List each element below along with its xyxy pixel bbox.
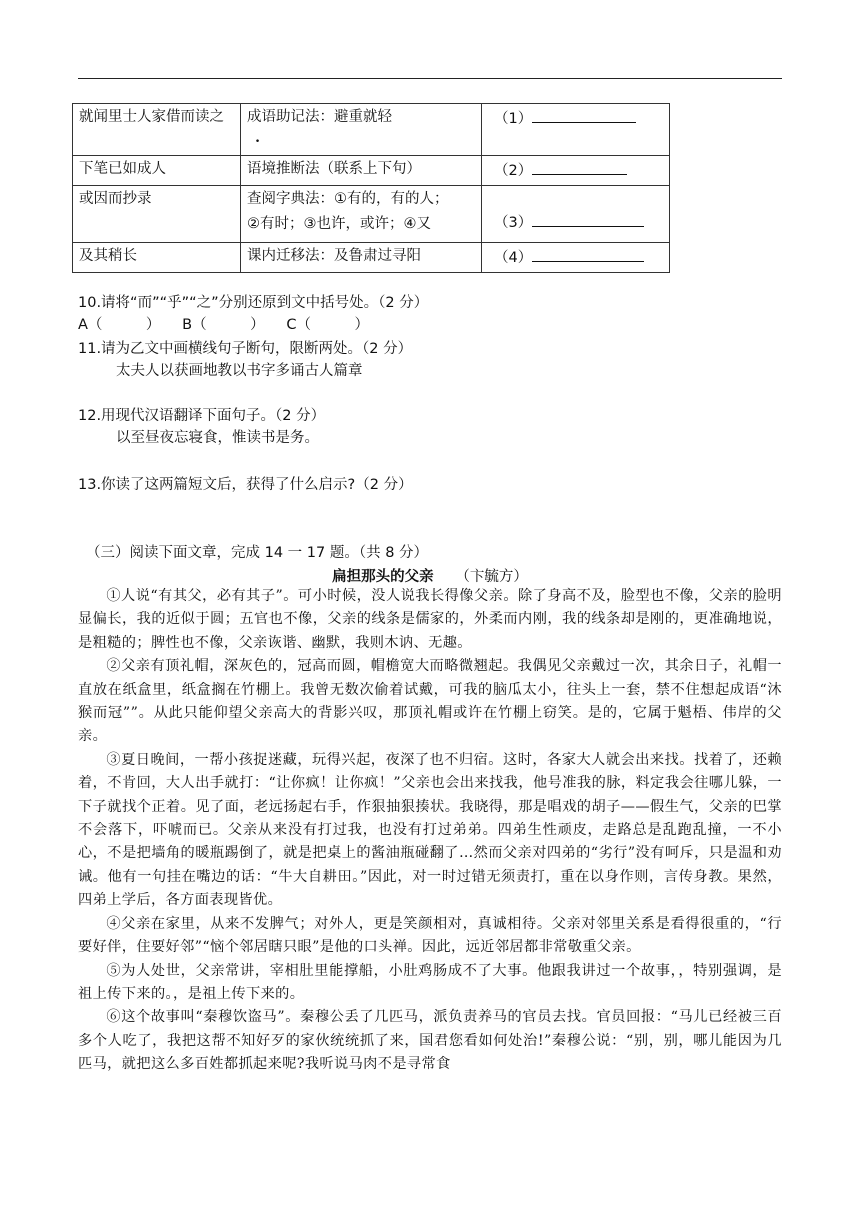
question-12: 12.用现代汉语翻译下面句子。（2 分） <box>78 408 326 424</box>
method-text: ②有时；③也许，或许；④又 <box>247 216 431 232</box>
answer-cell <box>482 186 670 243</box>
answer-blank[interactable] <box>532 244 644 262</box>
table-row <box>73 104 670 156</box>
method-text: 语境推断法（联系上下句） <box>247 161 421 177</box>
question-11: 11.请为乙文中画横线句子断句，限断两处。（2 分） <box>78 341 413 357</box>
article-title-line <box>0 565 860 586</box>
word-cell <box>73 156 241 186</box>
answer-blank[interactable] <box>532 105 636 123</box>
answer-label: （1） <box>494 111 533 127</box>
word-cell <box>73 243 241 273</box>
question-12-text: 以至昼夜忘寝食，惟读书是务。 <box>116 430 319 446</box>
answer-cell <box>482 104 670 156</box>
article-title: 扁担那头的父亲 <box>332 569 434 585</box>
word-text: 或因而抄录 <box>79 191 152 207</box>
answer-label: （4） <box>494 250 533 266</box>
table-row <box>73 156 670 186</box>
section-heading: （三）阅读下面文章，完成 14 一 17 题。（共 8 分） <box>86 545 429 561</box>
answer-label: （2） <box>494 163 533 179</box>
method-text: 成语助记法：避重就轻 <box>247 109 392 125</box>
table-row <box>73 243 670 273</box>
table-row <box>73 186 670 243</box>
paragraph: ⑥这个故事叫“秦穆饮盗马”。秦穆公丢了几匹马，派负责养马的官员去找。官员回报：“马儿已经被三百多个人吃了，我把这帮不知好歹的家伙统统抓了来，国君您看如何处治!”秦穆公说：“别，别，哪儿能因为几匹马，就把这么多百姓都抓起来呢?我听说马肉不是寻常食 <box>78 1009 782 1073</box>
answer-blank[interactable] <box>532 157 627 175</box>
answer-blank[interactable] <box>532 209 644 227</box>
question-10: 10.请将“而”“乎”“之”分别还原到文中括号处。（2 分） <box>78 295 429 311</box>
method-text: 查阅字典法：①有的，有的人； <box>247 191 449 207</box>
method-cell <box>241 243 482 273</box>
article-body <box>78 585 782 1077</box>
answer-label: （3） <box>494 215 533 231</box>
method-cell <box>241 156 482 186</box>
header-rule <box>78 78 782 79</box>
word-text: 及其稍长 <box>79 248 137 264</box>
answer-cell <box>482 243 670 273</box>
paragraph: ③夏日晚间，一帮小孩捉迷藏，玩得兴起，夜深了也不归宿。这时，各家大人就会出来找。找着了，还赖着，不肯回，大人出手就打：“让你疯！让你疯！”父亲也会出来找我，他号准我的脉，料定我会往哪儿躲，一下子就找个正着。见了面，老远扬起右手，作狠抽狠揍状。我晓得，那是唱戏的胡子——假生气，父亲的巴掌不会落下，吓唬而已。父亲从来没有打过我，也没有打过弟弟。四弟生性顽皮，走路总是乱跑乱撞，一不小心，不是把墙角的暖瓶踢倒了，就是把桌上的酱油瓶碰翻了…然而父亲对四弟的“劣行”没有呵斥，只是温和劝诫。他有一句挂在嘴边的话：“牛大自耕田。”因此，对一时过错无须责打，重在以身作则，言传身教。果然，四弟上学后，各方面表现皆优。 <box>78 751 782 909</box>
word-text: 下笔已如成人 <box>79 161 166 177</box>
article-author: （卞毓方） <box>462 569 528 585</box>
word-cell <box>73 186 241 243</box>
method-text: 课内迁移法：及鲁肃过寻阳 <box>247 248 421 264</box>
word-text: 就闻里士人家借而读之 <box>79 109 224 125</box>
answer-cell <box>482 156 670 186</box>
question-11-text: 太夫人以获画地教以书字多诵古人篇章 <box>116 363 363 379</box>
paragraph: ④父亲在家里，从来不发脾气；对外人，更是笑颜相对，真诚相待。父亲对邻里关系是看得很重的，“行要好伴，住要好邻”“恼个邻居瞎只眼”是他的口头禅。因此，远近邻居都非常敬重父亲。 <box>78 915 782 956</box>
paragraph: ①人说“有其父，必有其子”。可小时候，没人说我长得像父亲。除了身高不及，脸型也不像，父亲的脸明显偏长，我的近似于圆；五官也不像，父亲的线条是儒家的，外柔而内刚，我的线条却是刚的，更准确地说，是粗糙的；脾性也不像，父亲诙谐、幽默，我则木讷、无趣。 <box>78 588 782 651</box>
paragraph: ②父亲有顶礼帽，深灰色的，冠高而圆，帽檐宽大而略微翘起。我偶见父亲戴过一次，其余日子，礼帽一直放在纸盒里，纸盒搁在竹棚上。我曾无数次偷着试戴，可我的脑瓜太小，往头上一套，禁不住想起成语“沐猴而冠””。从此只能仰望父亲高大的背影兴叹，那顶礼帽或许在竹棚上窃笑。是的，它属于魁梧、伟岸的父亲。 <box>78 658 782 745</box>
paragraph: ⑤为人处世，父亲常讲，宰相肚里能撑船，小肚鸡肠成不了大事。他跟我讲过一个故事，，特别强调，是祖上传下来的。，是祖上传下来的。 <box>78 962 782 1002</box>
question-13: 13.你读了这两篇短文后，获得了什么启示?（2 分） <box>78 477 413 493</box>
vocabulary-table <box>72 103 670 273</box>
method-cell <box>241 186 482 243</box>
word-cell <box>73 104 241 156</box>
question-10-options: A（ ） B（ ） C（ ） <box>78 317 369 333</box>
method-cell <box>241 104 482 156</box>
